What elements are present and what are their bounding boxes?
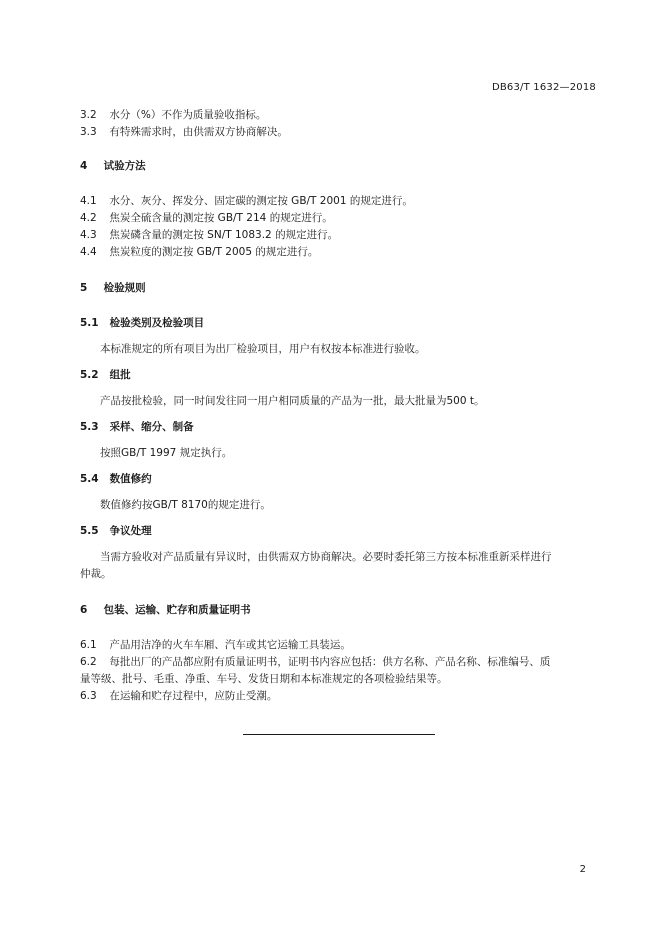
- clause-text: 有特殊需求时，由供需双方协商解决。: [109, 126, 288, 138]
- clause-4-1: [80, 193, 610, 209]
- clause-6-3: [80, 688, 610, 704]
- subsection-heading-5-4: [80, 471, 610, 487]
- clause-text: 焦炭全硫含量的测定按 GB/T 214 的规定进行。: [109, 212, 333, 224]
- subsection-heading-5-2: [80, 367, 610, 383]
- clause-number: 3.2: [80, 109, 97, 121]
- clause-6-1: [80, 637, 610, 653]
- section-heading-5: [80, 280, 610, 296]
- subsection-number: 5.4: [80, 473, 99, 485]
- clause-text: 焦炭磷含量的测定按 SN/T 1083.2 的规定进行。: [109, 229, 339, 241]
- paragraph-5-5-line1: 当需方验收对产品质量有异议时，由供需双方协商解决。必要时委托第三方按本标准重新采样进行: [100, 551, 552, 563]
- clause-3-2: [80, 107, 610, 123]
- subsection-heading-5-5: [80, 523, 610, 539]
- clause-number: 3.3: [80, 126, 97, 138]
- clause-text: 在运输和贮存过程中，应防止受潮。: [109, 690, 278, 702]
- clause-number: 6.1: [80, 639, 97, 651]
- subsection-title: 采样、缩分、制备: [109, 421, 194, 433]
- paragraph-5-3: 按照GB/T 1997 规定执行。: [100, 447, 233, 459]
- clause-4-4: [80, 244, 610, 260]
- section-title: 包装、运输、贮存和质量证明书: [103, 604, 251, 616]
- clause-number: 4.2: [80, 212, 97, 224]
- subsection-number: 5.3: [80, 421, 99, 433]
- paragraph-5-2: 产品按批检验，同一时间发往同一用户相同质量的产品为一批，最大批量为500 t。: [100, 395, 485, 407]
- clause-number: 4.3: [80, 229, 97, 241]
- clause-3-3: [80, 124, 610, 140]
- section-number: 6: [80, 604, 88, 616]
- section-number: 4: [80, 160, 88, 172]
- subsection-number: 5.2: [80, 369, 99, 381]
- end-of-standard-rule: [243, 734, 435, 735]
- section-number: 5: [80, 282, 88, 294]
- paragraph-5-4: 数值修约按GB/T 8170的规定进行。: [100, 499, 271, 511]
- subsection-title: 检验类别及检验项目: [109, 317, 205, 329]
- clause-text: 每批出厂的产品都应附有质量证明书，证明书内容应包括：供方名称、产品名称、标准编号、质: [109, 656, 551, 668]
- subsection-title: 数值修约: [109, 473, 152, 485]
- clause-6-2-continuation: 量等级、批号、毛重、净重、车号、发货日期和本标准规定的各项检验结果等。: [80, 673, 448, 685]
- subsection-title: 争议处理: [109, 525, 152, 537]
- clause-6-2: [80, 654, 610, 670]
- clause-text: 水分（%）不作为质量验收指标。: [109, 109, 267, 121]
- subsection-heading-5-1: [80, 315, 610, 331]
- clause-number: 6.2: [80, 656, 97, 668]
- section-title: 试验方法: [103, 160, 146, 172]
- clause-number: 4.4: [80, 246, 97, 258]
- section-heading-6: [80, 602, 610, 618]
- clause-text: 产品用洁净的火车车厢、汽车或其它运输工具装运。: [109, 639, 351, 651]
- clause-number: 6.3: [80, 690, 97, 702]
- paragraph-5-5-line2: 仲裁。: [80, 568, 112, 580]
- standard-code-header: DB63/T 1632—2018: [491, 82, 596, 93]
- clause-4-3: [80, 227, 610, 243]
- paragraph-5-1: 本标准规定的所有项目为出厂检验项目，用户有权按本标准进行验收。: [100, 343, 426, 355]
- subsection-heading-5-3: [80, 419, 610, 435]
- clause-text: 水分、灰分、挥发分、固定碳的测定按 GB/T 2001 的规定进行。: [109, 195, 413, 207]
- section-title: 检验规则: [103, 282, 146, 294]
- section-heading-4: [80, 158, 610, 174]
- clause-number: 4.1: [80, 195, 97, 207]
- page-number: 2: [579, 864, 586, 875]
- subsection-title: 组批: [109, 369, 131, 381]
- subsection-number: 5.1: [80, 317, 99, 329]
- clause-4-2: [80, 210, 610, 226]
- subsection-number: 5.5: [80, 525, 99, 537]
- clause-text: 焦炭粒度的测定按 GB/T 2005 的规定进行。: [109, 246, 319, 258]
